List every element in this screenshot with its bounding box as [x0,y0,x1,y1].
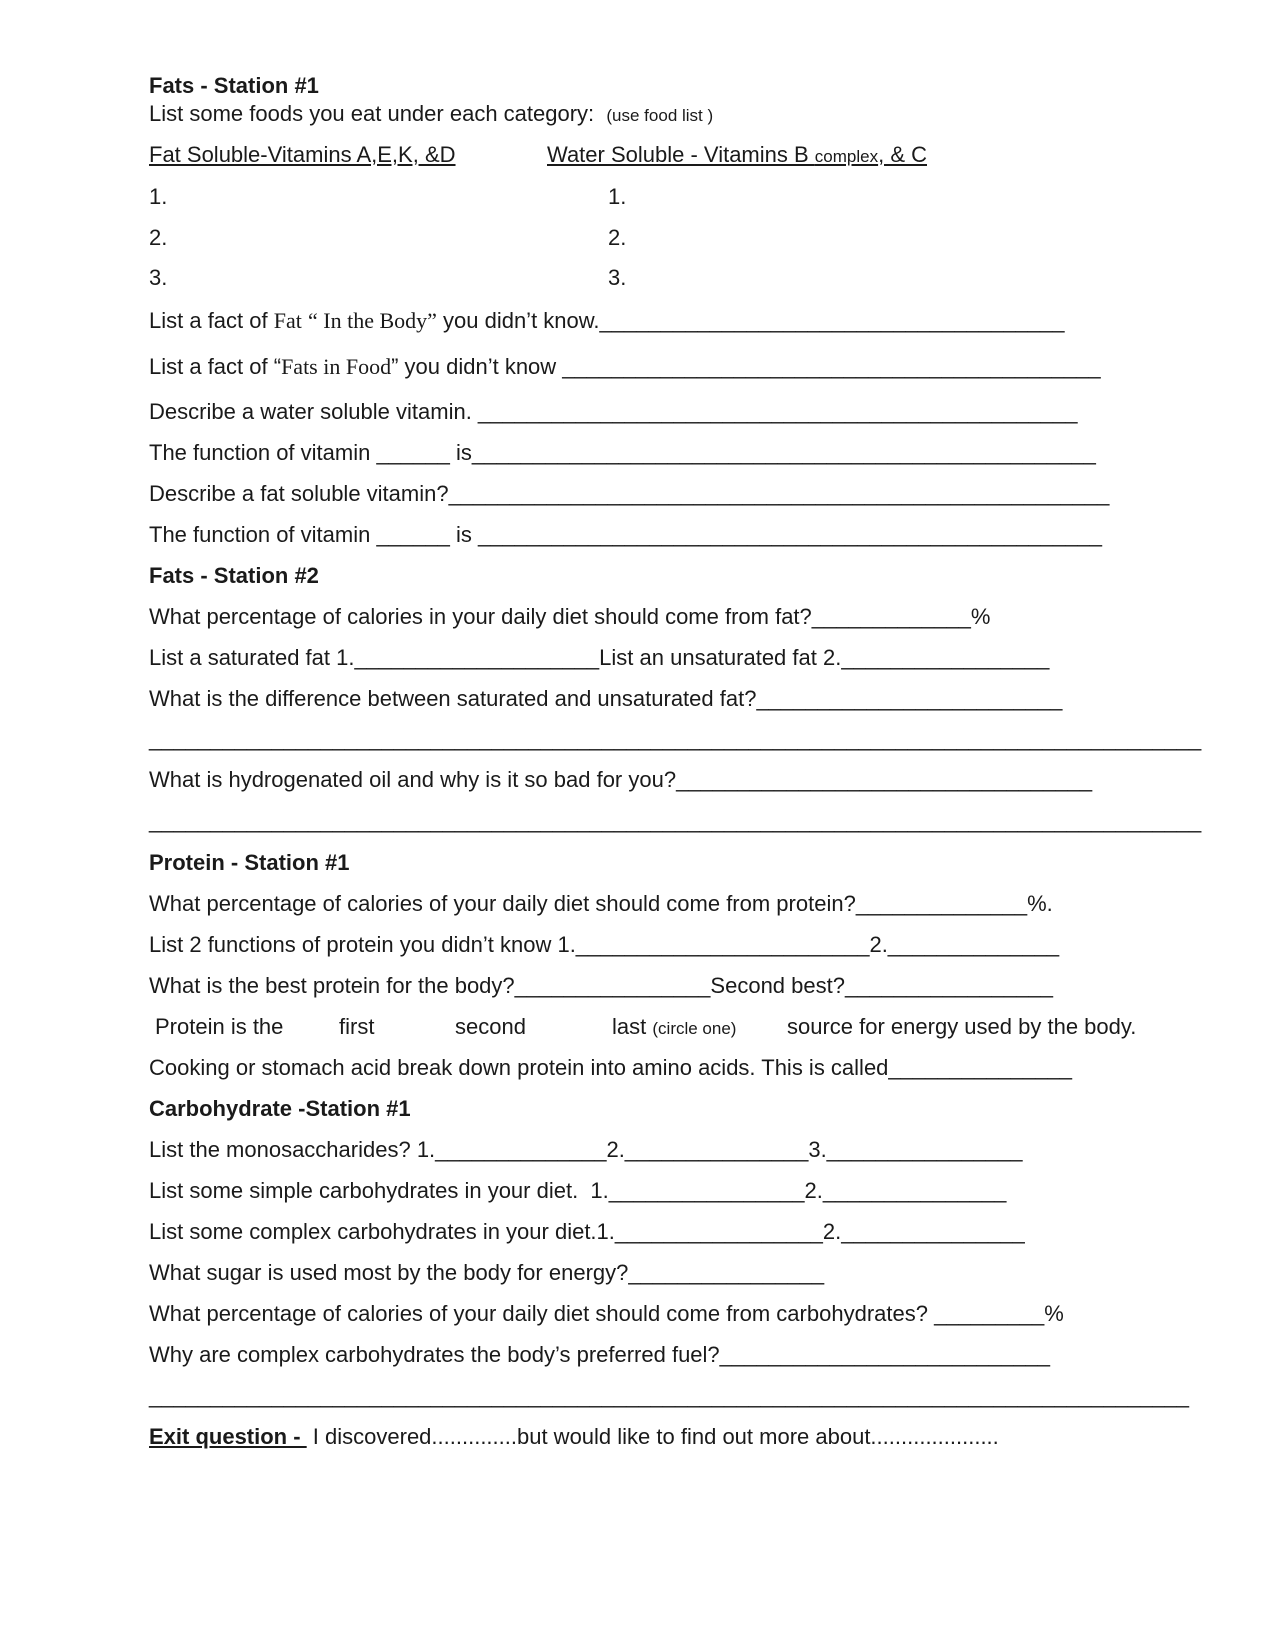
question-carb-percentage: What percentage of calories of your daily diet should come from carbohydrates? _________% [149,1301,1064,1326]
right-item-1: 1. [608,184,627,209]
question-vitamin-function-2: The function of vitamin ______ is ___________________________________________________ [149,522,1102,547]
question-preferred-fuel: Why are complex carbohydrates the body’s preferred fuel?___________________________ [149,1342,1051,1367]
left-item-1: 1. [149,184,168,209]
question-simple-carbs: List some simple carbohydrates in your diet. 1.________________2._______________ [149,1178,1007,1203]
question-water-soluble: Describe a water soluble vitamin. _________________________________________________ [149,399,1078,424]
question-hydrogenated-oil: What is hydrogenated oil and why is it so bad for you?__________________________________ [149,767,1093,792]
question-complex-carbs: List some complex carbohydrates in your diet.1._________________2._______________ [149,1219,1025,1244]
question-monosaccharides: List the monosaccharides? 1.______________2._______________3.________________ [149,1137,1023,1162]
exit-question-label: Exit question - [149,1424,307,1449]
question-best-protein: What is the best protein for the body?________________Second best?_________________ [149,973,1053,998]
question-protein-functions: List 2 functions of protein you didn’t know 1.________________________2.______________ [149,932,1060,957]
protein-station-1-heading: Protein - Station #1 [149,850,350,875]
fats-station-1-heading: Fats - Station #1 [149,73,319,98]
option-first: first [339,1014,375,1039]
option-last: last [612,1014,647,1039]
circle-one-note: (circle one) [652,1019,737,1038]
question-fat-percentage: What percentage of calories in your daily diet should come from fat?_____________% [149,604,991,629]
right-item-3: 3. [608,265,627,290]
circle-option-last [612,1014,736,1042]
right-item-2: 2. [608,225,627,250]
instruction-line [149,101,713,129]
left-item-3: 3. [149,265,168,290]
question-fat-soluble: Describe a fat soluble vitamin?______________________________________________________ [149,481,1110,506]
circle-question-label: Protein is the [155,1014,284,1039]
water-soluble-header: Water Soluble - Vitamins B complex, & C [547,142,927,167]
exit-question [149,1424,999,1450]
exit-question-text: I discovered..............but would like to find out more about..................... [306,1424,999,1449]
question-protein-breakdown: Cooking or stomach acid break down protein into amino acids. This is called_______________ [149,1055,1072,1080]
question-fat-in-body: List a fact of Fat “ In the Body” you didn’t know.______________________________________ [149,308,1065,333]
answer-line: ______________________________________________________________________________________ [149,726,1202,751]
answer-line: ______________________________________________________________________________________ [149,808,1202,833]
circle-question-tail: source for energy used by the body. [787,1014,1137,1039]
question-fats-in-food: List a fact of “Fats in Food” you didn’t know ____________________________________________ [149,354,1101,379]
question-vitamin-function-1: The function of vitamin ______ is___________________________________________________ [149,440,1096,465]
option-second: second [455,1014,526,1039]
question-energy-sugar: What sugar is used most by the body for energy?________________ [149,1260,825,1285]
fats-station-2-heading: Fats - Station #2 [149,563,319,588]
carbohydrate-station-1-heading: Carbohydrate -Station #1 [149,1096,411,1121]
question-fat-difference: What is the difference between saturated and unsaturated fat?_________________________ [149,686,1063,711]
fat-soluble-header: Fat Soluble-Vitamins A,E,K, &D [149,142,456,167]
instruction-note: (use food list ) [606,106,714,125]
left-item-2: 2. [149,225,168,250]
question-protein-percentage: What percentage of calories of your daily diet should come from protein?______________%. [149,891,1053,916]
answer-line: _____________________________________________________________________________________ [149,1383,1190,1408]
instruction-text: List some foods you eat under each category: [149,101,595,126]
question-saturated-fat: List a saturated fat 1.____________________List an unsaturated fat 2._________________ [149,645,1050,670]
